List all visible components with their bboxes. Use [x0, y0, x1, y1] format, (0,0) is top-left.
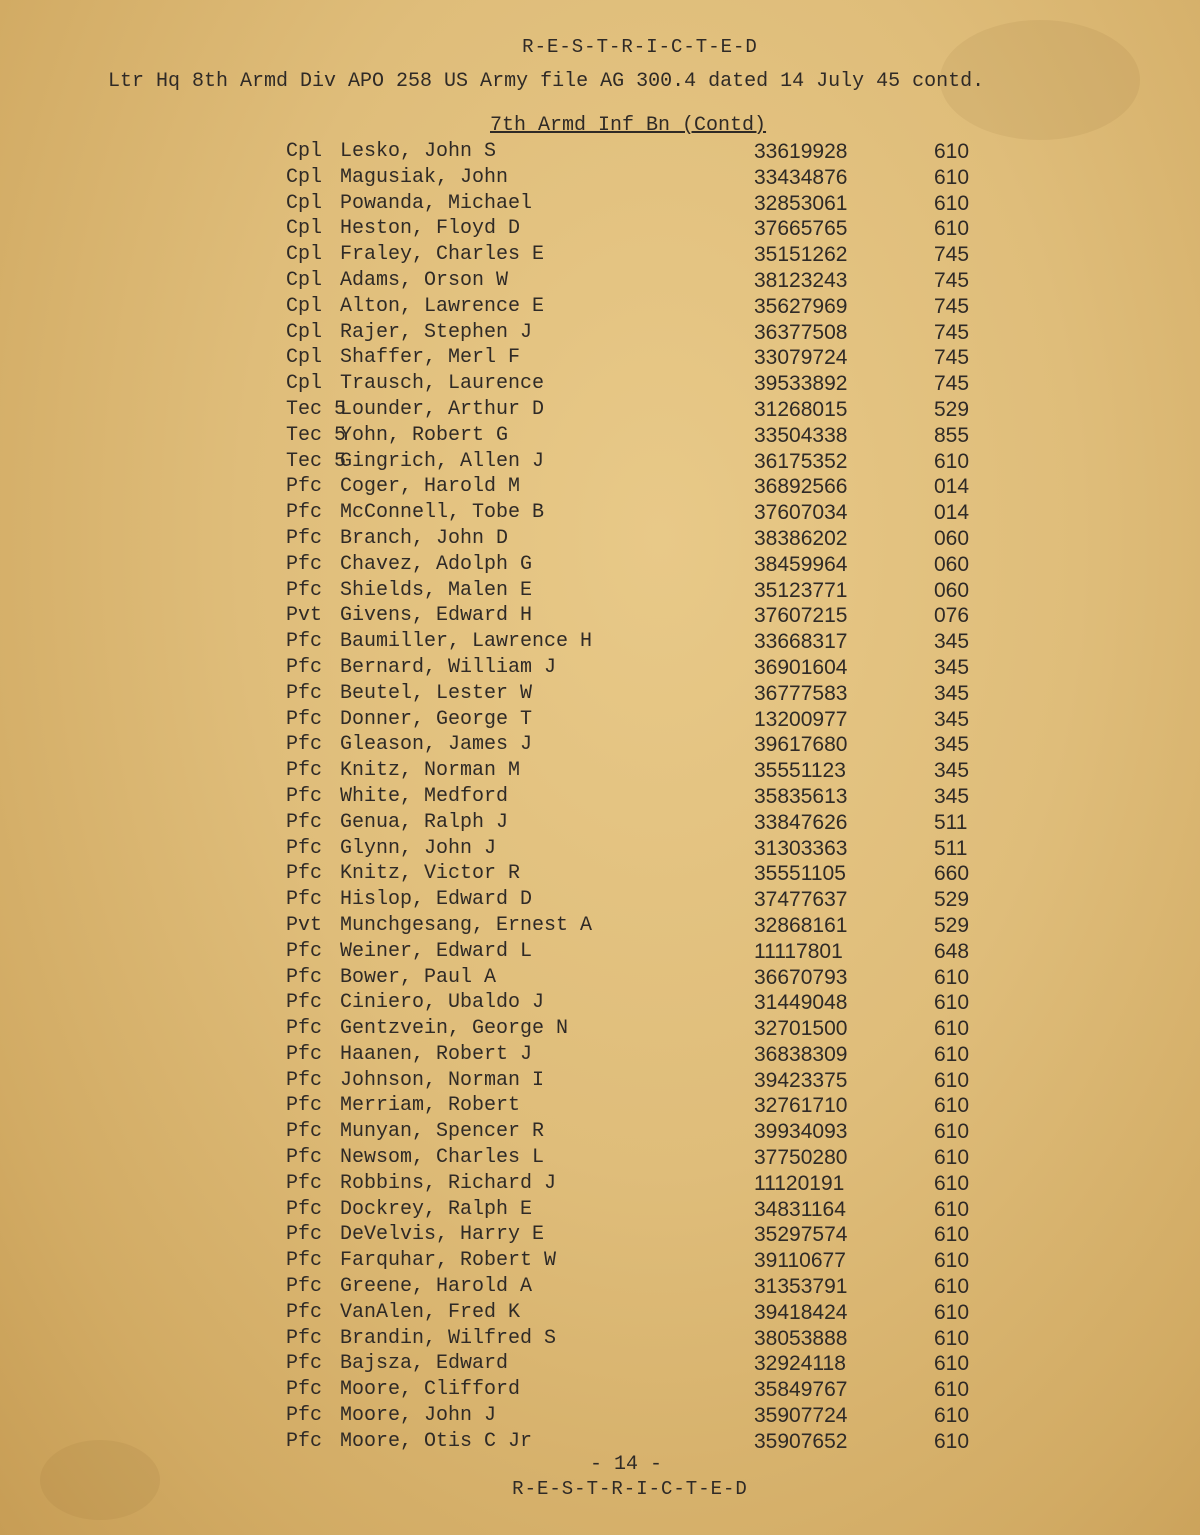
mos-code: 345 [934, 707, 970, 731]
soldier-name: Glynn, John J [340, 836, 497, 860]
soldier-rank: Pfc [286, 655, 323, 679]
mos-code: 660 [934, 862, 970, 886]
soldier-name: Bernard, William J [340, 655, 557, 679]
serial-number: 39533892 [754, 372, 848, 396]
mos-code: 610 [934, 1120, 970, 1144]
mos-code: 060 [934, 552, 970, 576]
mos-code: 745 [934, 346, 970, 370]
roster-row [286, 165, 986, 191]
roster-row [286, 732, 986, 758]
soldier-name: Bajsza, Edward [340, 1352, 509, 1376]
soldier-name: Fraley, Charles E [340, 243, 545, 267]
soldier-name: Magusiak, John [340, 165, 509, 189]
serial-number: 31268015 [754, 397, 848, 421]
mos-code: 610 [934, 965, 970, 989]
soldier-name: Knitz, Victor R [340, 862, 521, 886]
soldier-name: Munchgesang, Ernest A [340, 913, 593, 937]
serial-number: 36838309 [754, 1042, 848, 1066]
soldier-rank: Pfc [286, 1042, 323, 1066]
roster-row [286, 1068, 986, 1094]
soldier-name: Lesko, John S [340, 140, 497, 163]
roster-row [286, 1016, 986, 1042]
soldier-rank: Pfc [286, 784, 323, 808]
roster-row [286, 1351, 986, 1377]
page-number: - 14 - [590, 1453, 663, 1476]
soldier-rank: Cpl [286, 191, 323, 215]
serial-number: 37665765 [754, 217, 848, 241]
roster-row [286, 887, 986, 913]
soldier-name: Genua, Ralph J [340, 810, 509, 834]
restricted-marking-top: R-E-S-T-R-I-C-T-E-D [522, 36, 758, 58]
roster-row [286, 1197, 986, 1223]
serial-number: 39110677 [754, 1249, 846, 1273]
soldier-rank: Pfc [286, 1429, 323, 1453]
roster-row [286, 139, 986, 165]
serial-number: 11120191 [754, 1171, 845, 1195]
serial-number: 39617680 [754, 733, 848, 757]
serial-number: 35627969 [754, 294, 848, 318]
mos-code: 610 [934, 449, 970, 473]
soldier-rank: Cpl [286, 243, 323, 267]
serial-number: 38386202 [754, 526, 848, 550]
serial-number: 32924118 [754, 1352, 846, 1376]
roster-row [286, 913, 986, 939]
soldier-rank: Pfc [286, 630, 323, 654]
roster-row [286, 242, 986, 268]
serial-number: 35123771 [754, 578, 848, 602]
soldier-name: Donner, George T [340, 707, 533, 731]
serial-number: 11117801 [754, 939, 843, 963]
roster-row [286, 1171, 986, 1197]
soldier-name: McConnell, Tobe B [340, 501, 545, 525]
serial-number: 35151262 [754, 243, 848, 267]
soldier-rank: Tec 5 [286, 423, 347, 447]
roster-row [286, 758, 986, 784]
soldier-rank: Pvt [286, 604, 323, 628]
serial-number: 39423375 [754, 1068, 848, 1092]
roster-row [286, 294, 986, 320]
mos-code: 610 [934, 1326, 970, 1350]
mos-code: 610 [934, 991, 970, 1015]
serial-number: 38459964 [754, 552, 848, 576]
roster-row [286, 1274, 986, 1300]
soldier-name: Yohn, Robert G [340, 423, 509, 447]
soldier-rank: Pfc [286, 965, 323, 989]
roster-row [286, 371, 986, 397]
roster-row [286, 1042, 986, 1068]
soldier-name: Rajer, Stephen J [340, 320, 533, 344]
serial-number: 36670793 [754, 965, 848, 989]
serial-number: 35907724 [754, 1404, 848, 1428]
serial-number: 32761710 [754, 1094, 848, 1118]
soldier-rank: Pfc [286, 1068, 323, 1092]
mos-code: 345 [934, 681, 970, 705]
mos-code: 745 [934, 243, 970, 267]
mos-code: 610 [934, 1197, 970, 1221]
serial-number: 36175352 [754, 449, 848, 473]
soldier-name: Lounder, Arthur D [340, 397, 545, 421]
soldier-name: White, Medford [340, 784, 509, 808]
mos-code: 610 [934, 1017, 970, 1041]
roster-row [286, 500, 986, 526]
soldier-name: Gentzvein, George N [340, 1017, 569, 1041]
mos-code: 060 [934, 526, 970, 550]
serial-number: 32701500 [754, 1017, 848, 1041]
soldier-name: Weiner, Edward L [340, 939, 533, 963]
soldier-rank: Pfc [286, 1249, 323, 1273]
roster-row [286, 552, 986, 578]
serial-number: 13200977 [754, 707, 848, 731]
mos-code: 610 [934, 140, 970, 163]
soldier-name: Farquhar, Robert W [340, 1249, 557, 1273]
serial-number: 35907652 [754, 1429, 848, 1453]
serial-number: 39934093 [754, 1120, 848, 1144]
serial-number: 32868161 [754, 913, 848, 937]
section-title: 7th Armd Inf Bn (Contd) [490, 114, 767, 137]
soldier-rank: Pfc [286, 1017, 323, 1041]
soldier-name: Moore, Otis C Jr [340, 1429, 533, 1453]
soldier-rank: Tec 5 [286, 397, 347, 421]
serial-number: 33504338 [754, 423, 848, 447]
soldier-rank: Pfc [286, 475, 323, 499]
soldier-name: Branch, John D [340, 526, 509, 550]
roster-row [286, 836, 986, 862]
roster-row [286, 474, 986, 500]
mos-code: 345 [934, 759, 970, 783]
mos-code: 610 [934, 1352, 970, 1376]
serial-number: 37477637 [754, 888, 848, 912]
soldier-name: VanAlen, Fred K [340, 1300, 521, 1324]
mos-code: 060 [934, 578, 970, 602]
soldier-rank: Pfc [286, 836, 323, 860]
soldier-rank: Cpl [286, 217, 323, 241]
soldier-rank: Pfc [286, 526, 323, 550]
soldier-rank: Cpl [286, 268, 323, 292]
soldier-rank: Pfc [286, 1275, 323, 1299]
mos-code: 648 [934, 939, 970, 963]
soldier-name: DeVelvis, Harry E [340, 1223, 545, 1247]
soldier-name: Beutel, Lester W [340, 681, 533, 705]
soldier-rank: Pfc [286, 1197, 323, 1221]
soldier-name: Dockrey, Ralph E [340, 1197, 533, 1221]
serial-number: 35297574 [754, 1223, 848, 1247]
roster-row [286, 1119, 986, 1145]
roster-row [286, 423, 986, 449]
soldier-rank: Cpl [286, 372, 323, 396]
roster-row [286, 449, 986, 475]
roster-row [286, 1248, 986, 1274]
soldier-rank: Pfc [286, 1352, 323, 1376]
roster-row [286, 578, 986, 604]
mos-code: 014 [934, 475, 970, 499]
soldier-name: Newsom, Charles L [340, 1146, 545, 1170]
serial-number: 36892566 [754, 475, 848, 499]
mos-code: 745 [934, 320, 970, 344]
serial-number: 31449048 [754, 991, 848, 1015]
soldier-rank: Pfc [286, 1404, 323, 1428]
soldier-rank: Cpl [286, 320, 323, 344]
soldier-name: Givens, Edward H [340, 604, 533, 628]
soldier-name: Coger, Harold M [340, 475, 521, 499]
serial-number: 36777583 [754, 681, 848, 705]
roster-row [286, 603, 986, 629]
serial-number: 35551105 [754, 862, 846, 886]
roster-row [286, 397, 986, 423]
roster-row [286, 268, 986, 294]
soldier-name: Shields, Malen E [340, 578, 533, 602]
roster-row [286, 1145, 986, 1171]
mos-code: 610 [934, 1223, 970, 1247]
serial-number: 37750280 [754, 1146, 848, 1170]
mos-code: 345 [934, 630, 970, 654]
serial-number: 32853061 [754, 191, 848, 215]
soldier-rank: Pvt [286, 913, 323, 937]
roster-row [286, 861, 986, 887]
roster-row [286, 965, 986, 991]
soldier-name: Alton, Lawrence E [340, 294, 545, 318]
serial-number: 36901604 [754, 655, 848, 679]
roster-row [286, 629, 986, 655]
mos-code: 745 [934, 268, 970, 292]
roster-row [286, 1300, 986, 1326]
soldier-rank: Pfc [286, 1326, 323, 1350]
soldier-rank: Pfc [286, 1300, 323, 1324]
soldier-rank: Pfc [286, 810, 323, 834]
roster-row [286, 345, 986, 371]
mos-code: 511 [934, 836, 968, 860]
soldier-rank: Cpl [286, 140, 323, 163]
mos-code: 855 [934, 423, 970, 447]
roster-row [286, 1222, 986, 1248]
soldier-rank: Pfc [286, 1094, 323, 1118]
mos-code: 610 [934, 1404, 970, 1428]
soldier-name: Ciniero, Ubaldo J [340, 991, 545, 1015]
soldier-rank: Pfc [286, 991, 323, 1015]
serial-number: 33434876 [754, 165, 848, 189]
soldier-rank: Tec 5 [286, 449, 347, 473]
roster-row [286, 1429, 986, 1455]
mos-code: 610 [934, 1042, 970, 1066]
soldier-name: Shaffer, Merl F [340, 346, 521, 370]
mos-code: 511 [934, 810, 968, 834]
soldier-name: Munyan, Spencer R [340, 1120, 545, 1144]
roster-row [286, 655, 986, 681]
soldier-name: Hislop, Edward D [340, 888, 533, 912]
serial-number: 37607034 [754, 501, 848, 525]
serial-number: 39418424 [754, 1300, 848, 1324]
mos-code: 610 [934, 1429, 970, 1453]
serial-number: 33668317 [754, 630, 848, 654]
soldier-name: Bower, Paul A [340, 965, 497, 989]
mos-code: 345 [934, 655, 970, 679]
soldier-rank: Pfc [286, 733, 323, 757]
soldier-rank: Pfc [286, 1146, 323, 1170]
serial-number: 38123243 [754, 268, 848, 292]
mos-code: 610 [934, 1249, 970, 1273]
roster-row [286, 810, 986, 836]
soldier-name: Powanda, Michael [340, 191, 533, 215]
mos-code: 610 [934, 1275, 970, 1299]
serial-number: 36377508 [754, 320, 848, 344]
soldier-rank: Pfc [286, 1223, 323, 1247]
serial-number: 38053888 [754, 1326, 848, 1350]
mos-code: 610 [934, 1068, 970, 1092]
serial-number: 33619928 [754, 140, 848, 163]
mos-code: 610 [934, 1094, 970, 1118]
mos-code: 529 [934, 888, 970, 912]
soldier-rank: Pfc [286, 552, 323, 576]
soldier-rank: Pfc [286, 862, 323, 886]
soldier-name: Robbins, Richard J [340, 1171, 557, 1195]
roster-row [286, 526, 986, 552]
serial-number: 33079724 [754, 346, 848, 370]
serial-number: 34831164 [754, 1197, 846, 1221]
roster-row [286, 191, 986, 217]
mos-code: 076 [934, 604, 970, 628]
soldier-rank: Pfc [286, 578, 323, 602]
soldier-rank: Pfc [286, 1378, 323, 1402]
mos-code: 610 [934, 1300, 970, 1324]
serial-number: 35849767 [754, 1378, 848, 1402]
soldier-name: Heston, Floyd D [340, 217, 521, 241]
roster-row [286, 681, 986, 707]
soldier-rank: Pfc [286, 1120, 323, 1144]
roster-row [286, 707, 986, 733]
mos-code: 529 [934, 397, 970, 421]
roster-row [286, 216, 986, 242]
soldier-name: Trausch, Laurence [340, 372, 545, 396]
serial-number: 33847626 [754, 810, 848, 834]
soldier-name: Chavez, Adolph G [340, 552, 533, 576]
roster-row [286, 990, 986, 1016]
serial-number: 31353791 [754, 1275, 848, 1299]
soldier-name: Moore, Clifford [340, 1378, 521, 1402]
letter-reference: Ltr Hq 8th Armd Div APO 258 US Army file AG 300.4 dated 14 July 45 contd. [108, 70, 985, 93]
soldier-name: Knitz, Norman M [340, 759, 521, 783]
soldier-rank: Pfc [286, 501, 323, 525]
mos-code: 610 [934, 1146, 970, 1170]
soldier-name: Brandin, Wilfred S [340, 1326, 557, 1350]
mos-code: 529 [934, 913, 970, 937]
soldier-name: Moore, John J [340, 1404, 497, 1428]
soldier-rank: Cpl [286, 294, 323, 318]
roster-row [286, 320, 986, 346]
serial-number: 35551123 [754, 759, 846, 783]
soldier-name: Merriam, Robert [340, 1094, 521, 1118]
mos-code: 745 [934, 372, 970, 396]
mos-code: 014 [934, 501, 970, 525]
serial-number: 31303363 [754, 836, 848, 860]
mos-code: 345 [934, 733, 970, 757]
mos-code: 345 [934, 784, 970, 808]
roster-row [286, 1093, 986, 1119]
soldier-name: Gingrich, Allen J [340, 449, 545, 473]
soldier-rank: Cpl [286, 165, 323, 189]
soldier-rank: Cpl [286, 346, 323, 370]
soldier-name: Greene, Harold A [340, 1275, 533, 1299]
serial-number: 35835613 [754, 784, 848, 808]
serial-number: 37607215 [754, 604, 848, 628]
soldier-name: Baumiller, Lawrence H [340, 630, 593, 654]
soldier-name: Johnson, Norman I [340, 1068, 545, 1092]
roster-row [286, 1326, 986, 1352]
mos-code: 610 [934, 165, 970, 189]
roster-row [286, 1403, 986, 1429]
personnel-roster [286, 139, 986, 1455]
mos-code: 610 [934, 1378, 970, 1402]
soldier-name: Adams, Orson W [340, 268, 509, 292]
roster-row [286, 1377, 986, 1403]
mos-code: 610 [934, 1171, 970, 1195]
roster-row [286, 939, 986, 965]
soldier-rank: Pfc [286, 707, 323, 731]
soldier-name: Haanen, Robert J [340, 1042, 533, 1066]
roster-row [286, 784, 986, 810]
soldier-name: Gleason, James J [340, 733, 533, 757]
soldier-rank: Pfc [286, 939, 323, 963]
soldier-rank: Pfc [286, 759, 323, 783]
soldier-rank: Pfc [286, 888, 323, 912]
soldier-rank: Pfc [286, 681, 323, 705]
restricted-marking-bottom: R-E-S-T-R-I-C-T-E-D [512, 1478, 748, 1500]
mos-code: 745 [934, 294, 970, 318]
mos-code: 610 [934, 191, 970, 215]
soldier-rank: Pfc [286, 1171, 323, 1195]
mos-code: 610 [934, 217, 970, 241]
